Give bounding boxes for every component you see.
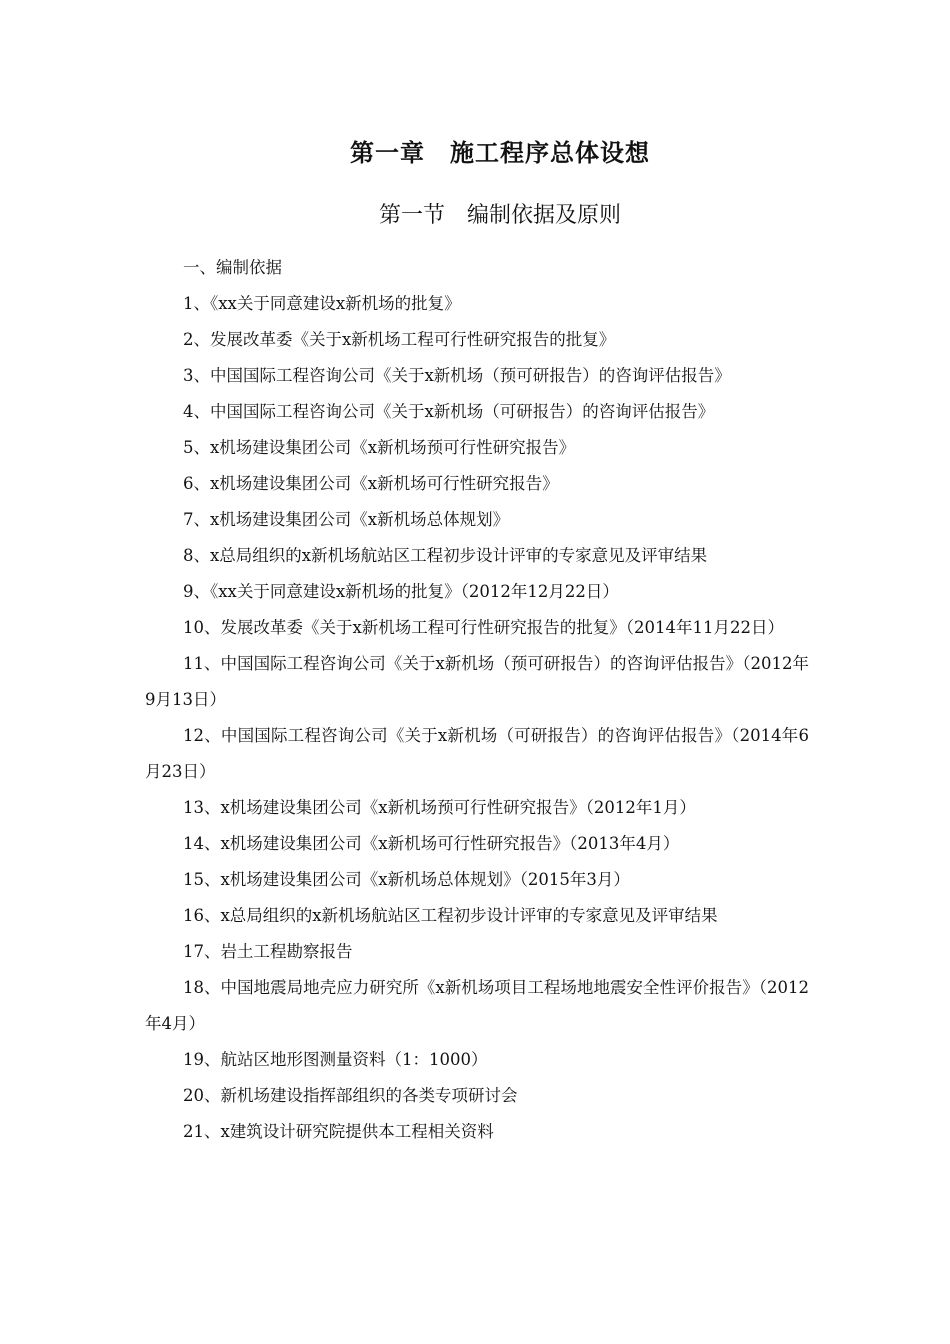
document-body	[145, 250, 809, 1150]
chapter-title: 第一章 施工程序总体设想	[350, 138, 650, 167]
list-item: 7、x机场建设集团公司《x新机场总体规划》	[183, 510, 510, 529]
list-item: 14、x机场建设集团公司《x新机场可行性研究报告》（2013年4月）	[183, 834, 680, 853]
list-item: 10、发展改革委《关于x新机场工程可行性研究报告的批复》（2014年11月22日）	[183, 618, 785, 637]
subheading: 一、编制依据	[183, 258, 282, 277]
list-item: 12、中国国际工程咨询公司《关于x新机场（可研报告）的咨询评估报告》（2014年6月23日）	[145, 726, 809, 781]
list-item: 13、x机场建设集团公司《x新机场预可行性研究报告》（2012年1月）	[183, 798, 696, 817]
list-item: 3、中国国际工程咨询公司《关于x新机场（预可研报告）的咨询评估报告》	[183, 366, 731, 385]
list-item: 18、中国地震局地壳应力研究所《x新机场项目工程场地地震安全性评价报告》（2012年4月）	[145, 978, 809, 1033]
list-item: 15、x机场建设集团公司《x新机场总体规划》（2015年3月）	[183, 870, 630, 889]
list-item: 9、《xx关于同意建设x新机场的批复》（2012年12月22日）	[183, 582, 619, 601]
list-item: 1、《xx关于同意建设x新机场的批复》	[183, 294, 461, 313]
list-item: 20、新机场建设指挥部组织的各类专项研讨会	[183, 1086, 518, 1105]
list-item: 4、中国国际工程咨询公司《关于x新机场（可研报告）的咨询评估报告》	[183, 402, 715, 421]
section-title: 第一节 编制依据及原则	[378, 203, 621, 228]
list-item: 2、发展改革委《关于x新机场工程可行性研究报告的批复》	[183, 330, 616, 349]
list-item: 21、x建筑设计研究院提供本工程相关资料	[183, 1122, 494, 1141]
list-item: 6、x机场建设集团公司《x新机场可行性研究报告》	[183, 474, 559, 493]
list-item: 19、航站区地形图测量资料（1：1000）	[183, 1050, 488, 1069]
list-item: 8、x总局组织的x新机场航站区工程初步设计评审的专家意见及评审结果	[183, 546, 708, 565]
list-item: 16、x总局组织的x新机场航站区工程初步设计评审的专家意见及评审结果	[183, 906, 718, 925]
list-item: 5、x机场建设集团公司《x新机场预可行性研究报告》	[183, 438, 576, 457]
list-item: 11、中国国际工程咨询公司《关于x新机场（预可研报告）的咨询评估报告》（2012年9月13日）	[145, 654, 809, 709]
list-item: 17、岩土工程勘察报告	[183, 942, 353, 961]
